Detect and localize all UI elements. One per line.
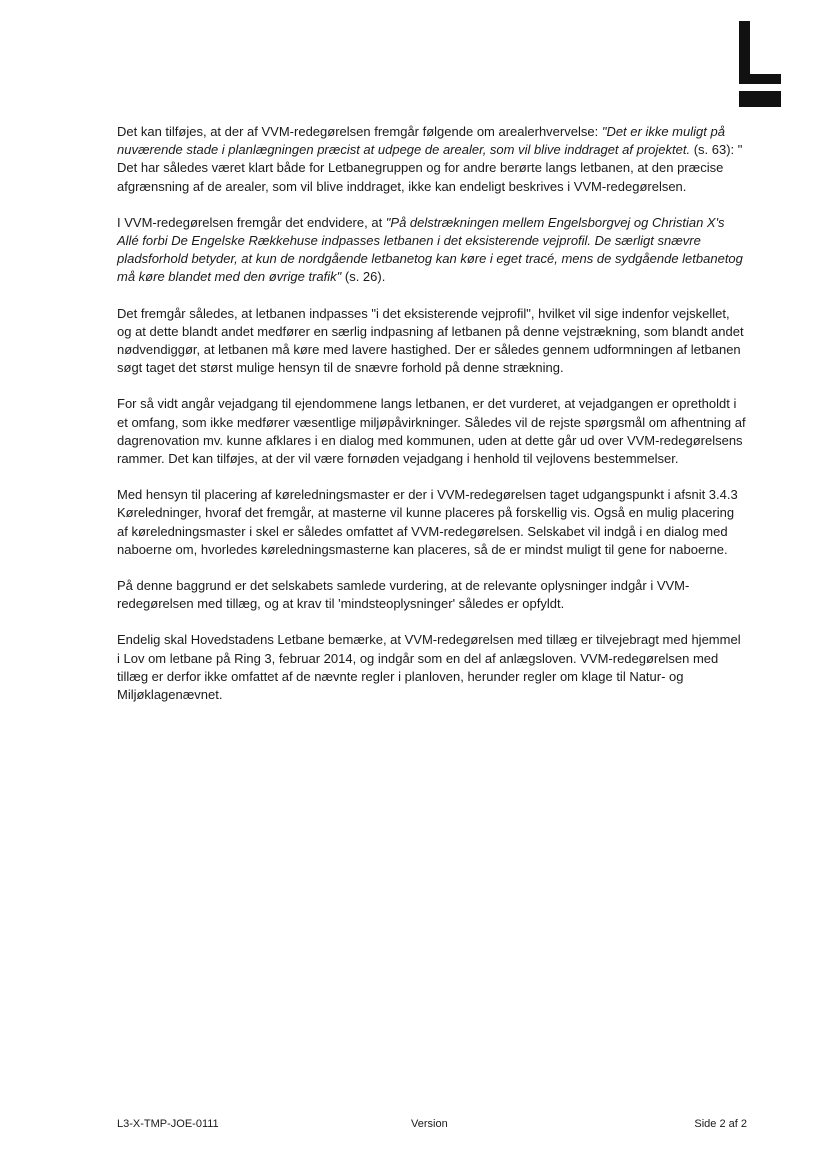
text-run: (s. 26). <box>341 269 386 285</box>
text-run: For så vidt angår vejadgang til ejendommene langs letbanen, er det vurderet, at vejadgangen er opretholdt i et omfang, som ikke medfører væsentlige miljøpåvirkninger. Således vil de rejste spørgsmål om afhentning af dagrenovation mv. kunne afklares i en dialog med kommunen, uden at dette går ud over VVM-redegørelsens rammer. Det kan tilføjes, at der vil være fornøden vejadgang i henhold til vejlovens bestemmelser. <box>117 396 746 467</box>
text-run: På denne baggrund er det selskabets samlede vurdering, at de relevante oplysninger indgår i VVM-redegørelsen med tillæg, og at krav til 'mindsteoplysninger' således er opfyldt. <box>117 578 690 612</box>
text-run: I VVM-redegørelsen fremgår det endvidere, at <box>117 214 386 230</box>
document-body <box>117 123 747 722</box>
quote-run: "På delstrækningen mellem Engelsborgvej og Christian X's Allé forbi De Engelske Rækkehuse indpasses letbanen i det eksisterende vejprofil. De særligt snævre pladsforhold betyder, at kun de nordgående letbanetog kan køre i eget tracé, mens de sydgående letbanetog må køre blandet med den øvrige trafik" <box>117 214 743 285</box>
logo-base-bar <box>739 91 781 107</box>
letbane-logo <box>739 21 781 107</box>
footer-version: Version <box>411 1118 448 1130</box>
text-run: (s. 63): " Det har således været klart både for Letbanegruppen og for andre berørte langs letbanen, at den præcise afgrænsning af de arealer, som vil blive inddraget, ikke kan endeligt beskrives i VVM-redegørelsen. <box>117 142 743 194</box>
text-run: Endelig skal Hovedstadens Letbane bemærke, at VVM-redegørelsen med tillæg er tilvejebragt med hjemmel i Lov om letbane på Ring 3, februar 2014, og indgår som en del af anlægsloven. VVM-redegørelsen med tillæg er derfor ikke omfattet af de nævnte regler i planloven, herunder regler om klage til Natur- og Miljøklagenævnet. <box>117 632 741 703</box>
text-run: Med hensyn til placering af køreledningsmaster er der i VVM-redegørelsen taget udgangspunkt i afsnit 3.4.3 Køreledninger, hvoraf det fremgår, at masterne vil kunne placeres på forskellig vis. Også en mulig placering af køreledningsmaster i skel er således omfattet af VVM-redegørelsen. Selskabet vil indgå i en dialog med naboerne om, hvorledes køreledningsmasterne kan placeres, så de er mindst muligt til gene for naboerne. <box>117 487 738 557</box>
quote-run: "Det er ikke muligt på nuværende stade i planlægningen præcist at udpege de arealer, som vil blive inddraget af projektet. <box>117 124 725 158</box>
paragraph-5 <box>117 486 747 559</box>
paragraph-1 <box>117 123 747 196</box>
paragraph-2 <box>117 214 747 287</box>
paragraph-3 <box>117 305 747 378</box>
text-run: Det fremgår således, at letbanen indpasses "i det eksisterende vejprofil", hvilket vil sige indenfor vejskellet, og at dette blandt andet medfører en særlig indpasning af letbanen på denne vejstrækning, som blandt andet nødvendiggør, at letbanen må køre med lavere hastighed. Der er således gennem udformningen af letbanen søgt taget det størst mulige hensyn til de snævre forhold på denne strækning. <box>117 305 744 376</box>
logo-horizontal-bar <box>739 74 781 84</box>
footer-page-number: Side 2 af 2 <box>694 1118 747 1130</box>
footer-doc-id: L3-X-TMP-JOE-0111 <box>117 1118 219 1130</box>
text-run: Det kan tilføjes, at der af VVM-redegørelsen fremgår følgende om arealerhvervelse: <box>117 124 602 139</box>
paragraph-4 <box>117 395 747 468</box>
paragraph-7 <box>117 631 747 704</box>
paragraph-6 <box>117 577 747 613</box>
